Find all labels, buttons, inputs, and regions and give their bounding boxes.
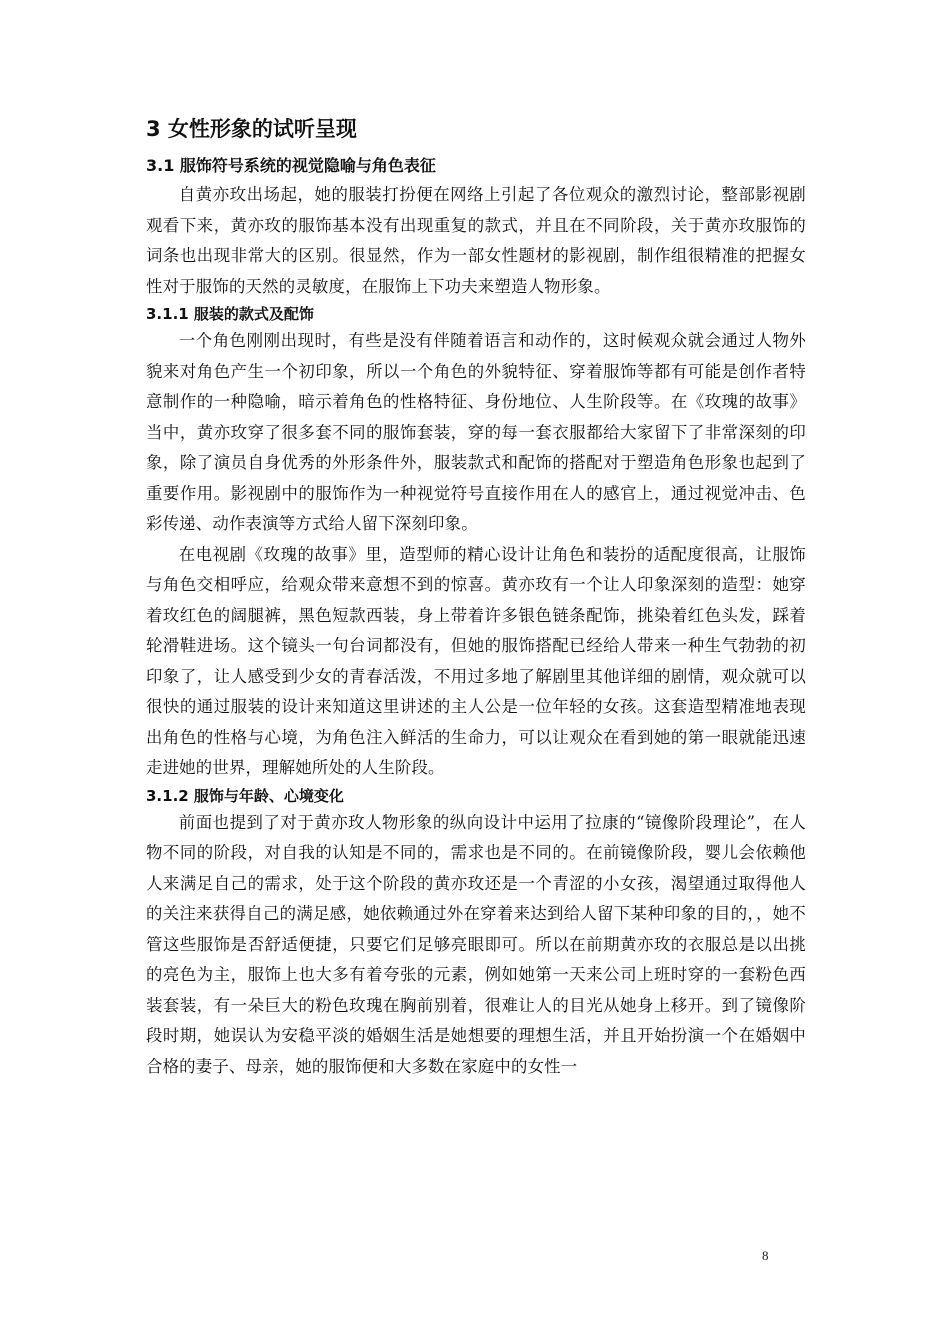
section-3-1-1-title: 3.1.1 服装的款式及配饰 (146, 305, 314, 323)
chapter-heading: 3 女性形象的试听呈现 (146, 117, 357, 141)
page-body (146, 112, 806, 1082)
section-3-1-1-paragraph-2: 在电视剧《玫瑰的故事》里，造型师的精心设计让角色和装扮的适配度很高，让服饰与角色交相呼应，给观众带来意想不到的惊喜。黄亦玫有一个让人印象深刻的造型：她穿着玫红色的阔腿裤，黑色短款西装，身上带着许多银色链条配饰，挑染着红色头发，踩着轮滑鞋进场。这个镜头一句台词都没有，但她的服饰搭配已经给人带来一种生气勃勃的初印象了，让人感受到少女的青春活泼，不用过多地了解剧里其他详细的剧情，观众就可以很快的通过服装的设计来知道这里讲述的主人公是一位年轻的女孩。这套造型精准地表现出角色的性格与心境，为角色注入鲜活的生命力，可以让观众在看到她的第一眼就能迅速走进她的世界，理解她所处的人生阶段。 (146, 544, 806, 777)
section-3-1-title: 3.1 服饰符号系统的视觉隐喻与角色表征 (146, 156, 436, 175)
section-3-1-paragraph: 自黄亦玫出场起，她的服装打扮便在网络上引起了各位观众的激烈讨论，整部影视剧观看下来，黄亦玫的服饰基本没有出现重复的款式，并且在不同阶段，关于黄亦玫服饰的词条也出现非常大的区别。很显然，作为一部女性题材的影视剧，制作组很精准的把握女性对于服饰的天然的灵敏度，在服饰上下功夫来塑造人物形象。 (146, 185, 806, 296)
section-3-1-2-title: 3.1.2 服饰与年龄、心境变化 (146, 786, 344, 805)
section-3-1-1-paragraph-1: 一个角色刚刚出现时，有些是没有伴随着语言和动作的，这时候观众就会通过人物外貌来对角色产生一个初印象，所以一个角色的外貌特征、穿着服饰等都有可能是创作者特意制作的一种隐喻，暗示着角色的性格特征、身份地位、人生阶段等。在《玫瑰的故事》当中，黄亦玫穿了很多套不同的服饰套装，穿的每一套衣服都给大家留下了非常深刻的印象，除了演员自身优秀的外形条件外，服装款式和配饰的搭配对于塑造角色形象也起到了重要作用。影视剧中的服饰作为一种视觉符号直接作用在人的感官上，通过视觉冲击、色彩传递、动作表演等方式给人留下深刻印象。 (146, 331, 806, 533)
page-number: 8 (762, 1248, 769, 1263)
section-3-1-2-paragraph: 前面也提到了对于黄亦玫人物形象的纵向设计中运用了拉康的“镜像阶段理论”，在人物不同的阶段，对自我的认知是不同的，需求也是不同的。在前镜像阶段，婴儿会依赖他人来满足自己的需求，处于这个阶段的黄亦玫还是一个青涩的小女孩，渴望通过取得他人的关注来获得自己的满足感，她依赖通过外在穿着来达到给人留下某种印象的目的，，她不管这些服饰是否舒适便捷，只要它们足够亮眼即可。所以在前期黄亦玫的衣服总是以出挑的亮色为主，服饰上也大多有着夸张的元素，例如她第一天来公司上班时穿的一套粉色西装套装，有一朵巨大的粉色玫瑰在胸前别着，很难让人的目光从她身上移开。到了镜像阶段时期，她误认为安稳平淡的婚姻生活是她想要的理想生活，并且开始扮演一个在婚姻中合格的妻子、母亲，她的服饰便和大多数在家庭中的女性一 (146, 812, 806, 1076)
